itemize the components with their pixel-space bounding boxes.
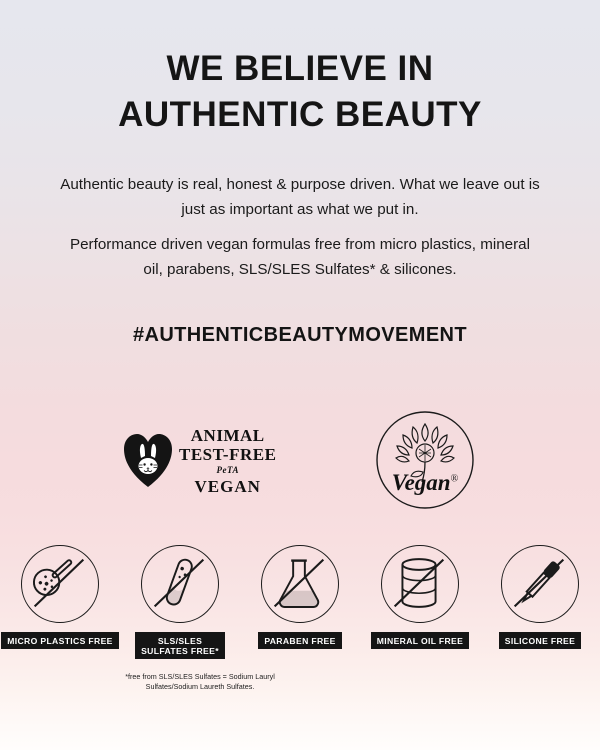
dropper-crossed-icon — [501, 545, 579, 623]
vegan-registered-mark: ® — [450, 473, 459, 485]
microbeads-crossed-icon — [21, 545, 99, 623]
flask-crossed-icon — [261, 545, 339, 623]
claim-label: PARABEN FREE — [258, 632, 341, 649]
peta-line-1: ANIMAL — [190, 426, 265, 446]
claim-label-line-2: SULFATES FREE* — [141, 645, 219, 656]
page-title — [0, 46, 600, 138]
peta-line-4: VEGAN — [194, 476, 261, 496]
test-tube-crossed-icon — [141, 545, 219, 623]
claim-label — [135, 632, 225, 659]
claim-micro-plastics-free — [0, 545, 120, 649]
intro-paragraph: Authentic beauty is real, honest & purpose driven. What we leave out is just as important as what we put in. — [60, 176, 540, 218]
peta-certification-logo — [122, 416, 282, 506]
headline-line-2: AUTHENTIC BEAUTY — [118, 95, 482, 134]
claim-label: MICRO PLASTICS FREE — [1, 632, 118, 649]
oil-barrel-crossed-icon — [381, 545, 459, 623]
formula-paragraph: Performance driven vegan formulas free from micro plastics, mineral oil, parabens, SLS/SLES Sulfates* & silicones. — [69, 236, 530, 278]
claim-label-line-1: SLS/SLES — [157, 635, 203, 646]
peta-logo-text — [179, 426, 276, 495]
claim-silicone-free — [480, 545, 600, 649]
claim-sls-sles-sulfates-free — [120, 545, 240, 659]
vegan-logo-text — [366, 470, 484, 496]
peta-line-2: TEST-FREE — [179, 445, 277, 465]
vegan-word: Vegan — [391, 470, 451, 495]
claim-label: SILICONE FREE — [499, 632, 581, 649]
vegan-sunflower-icon — [366, 503, 484, 520]
peta-bunny-heart-icon — [122, 432, 174, 490]
headline-line-1: WE BELIEVE IN — [166, 49, 434, 88]
certification-logos — [0, 408, 600, 518]
vegan-certification-logo — [366, 408, 484, 516]
claim-label: MINERAL OIL FREE — [371, 632, 469, 649]
free-from-claims — [0, 545, 600, 675]
campaign-hashtag: #AUTHENTICBEAUTYMOVEMENT — [132, 324, 468, 346]
peta-line-3: PeTA — [216, 465, 239, 476]
claim-paraben-free — [240, 545, 360, 649]
claim-mineral-oil-free — [360, 545, 480, 649]
sulfates-footnote: *free from SLS/SLES Sulfates = Sodium Lauryl Sulfates/Sodium Laureth Sulfates. — [125, 672, 275, 691]
